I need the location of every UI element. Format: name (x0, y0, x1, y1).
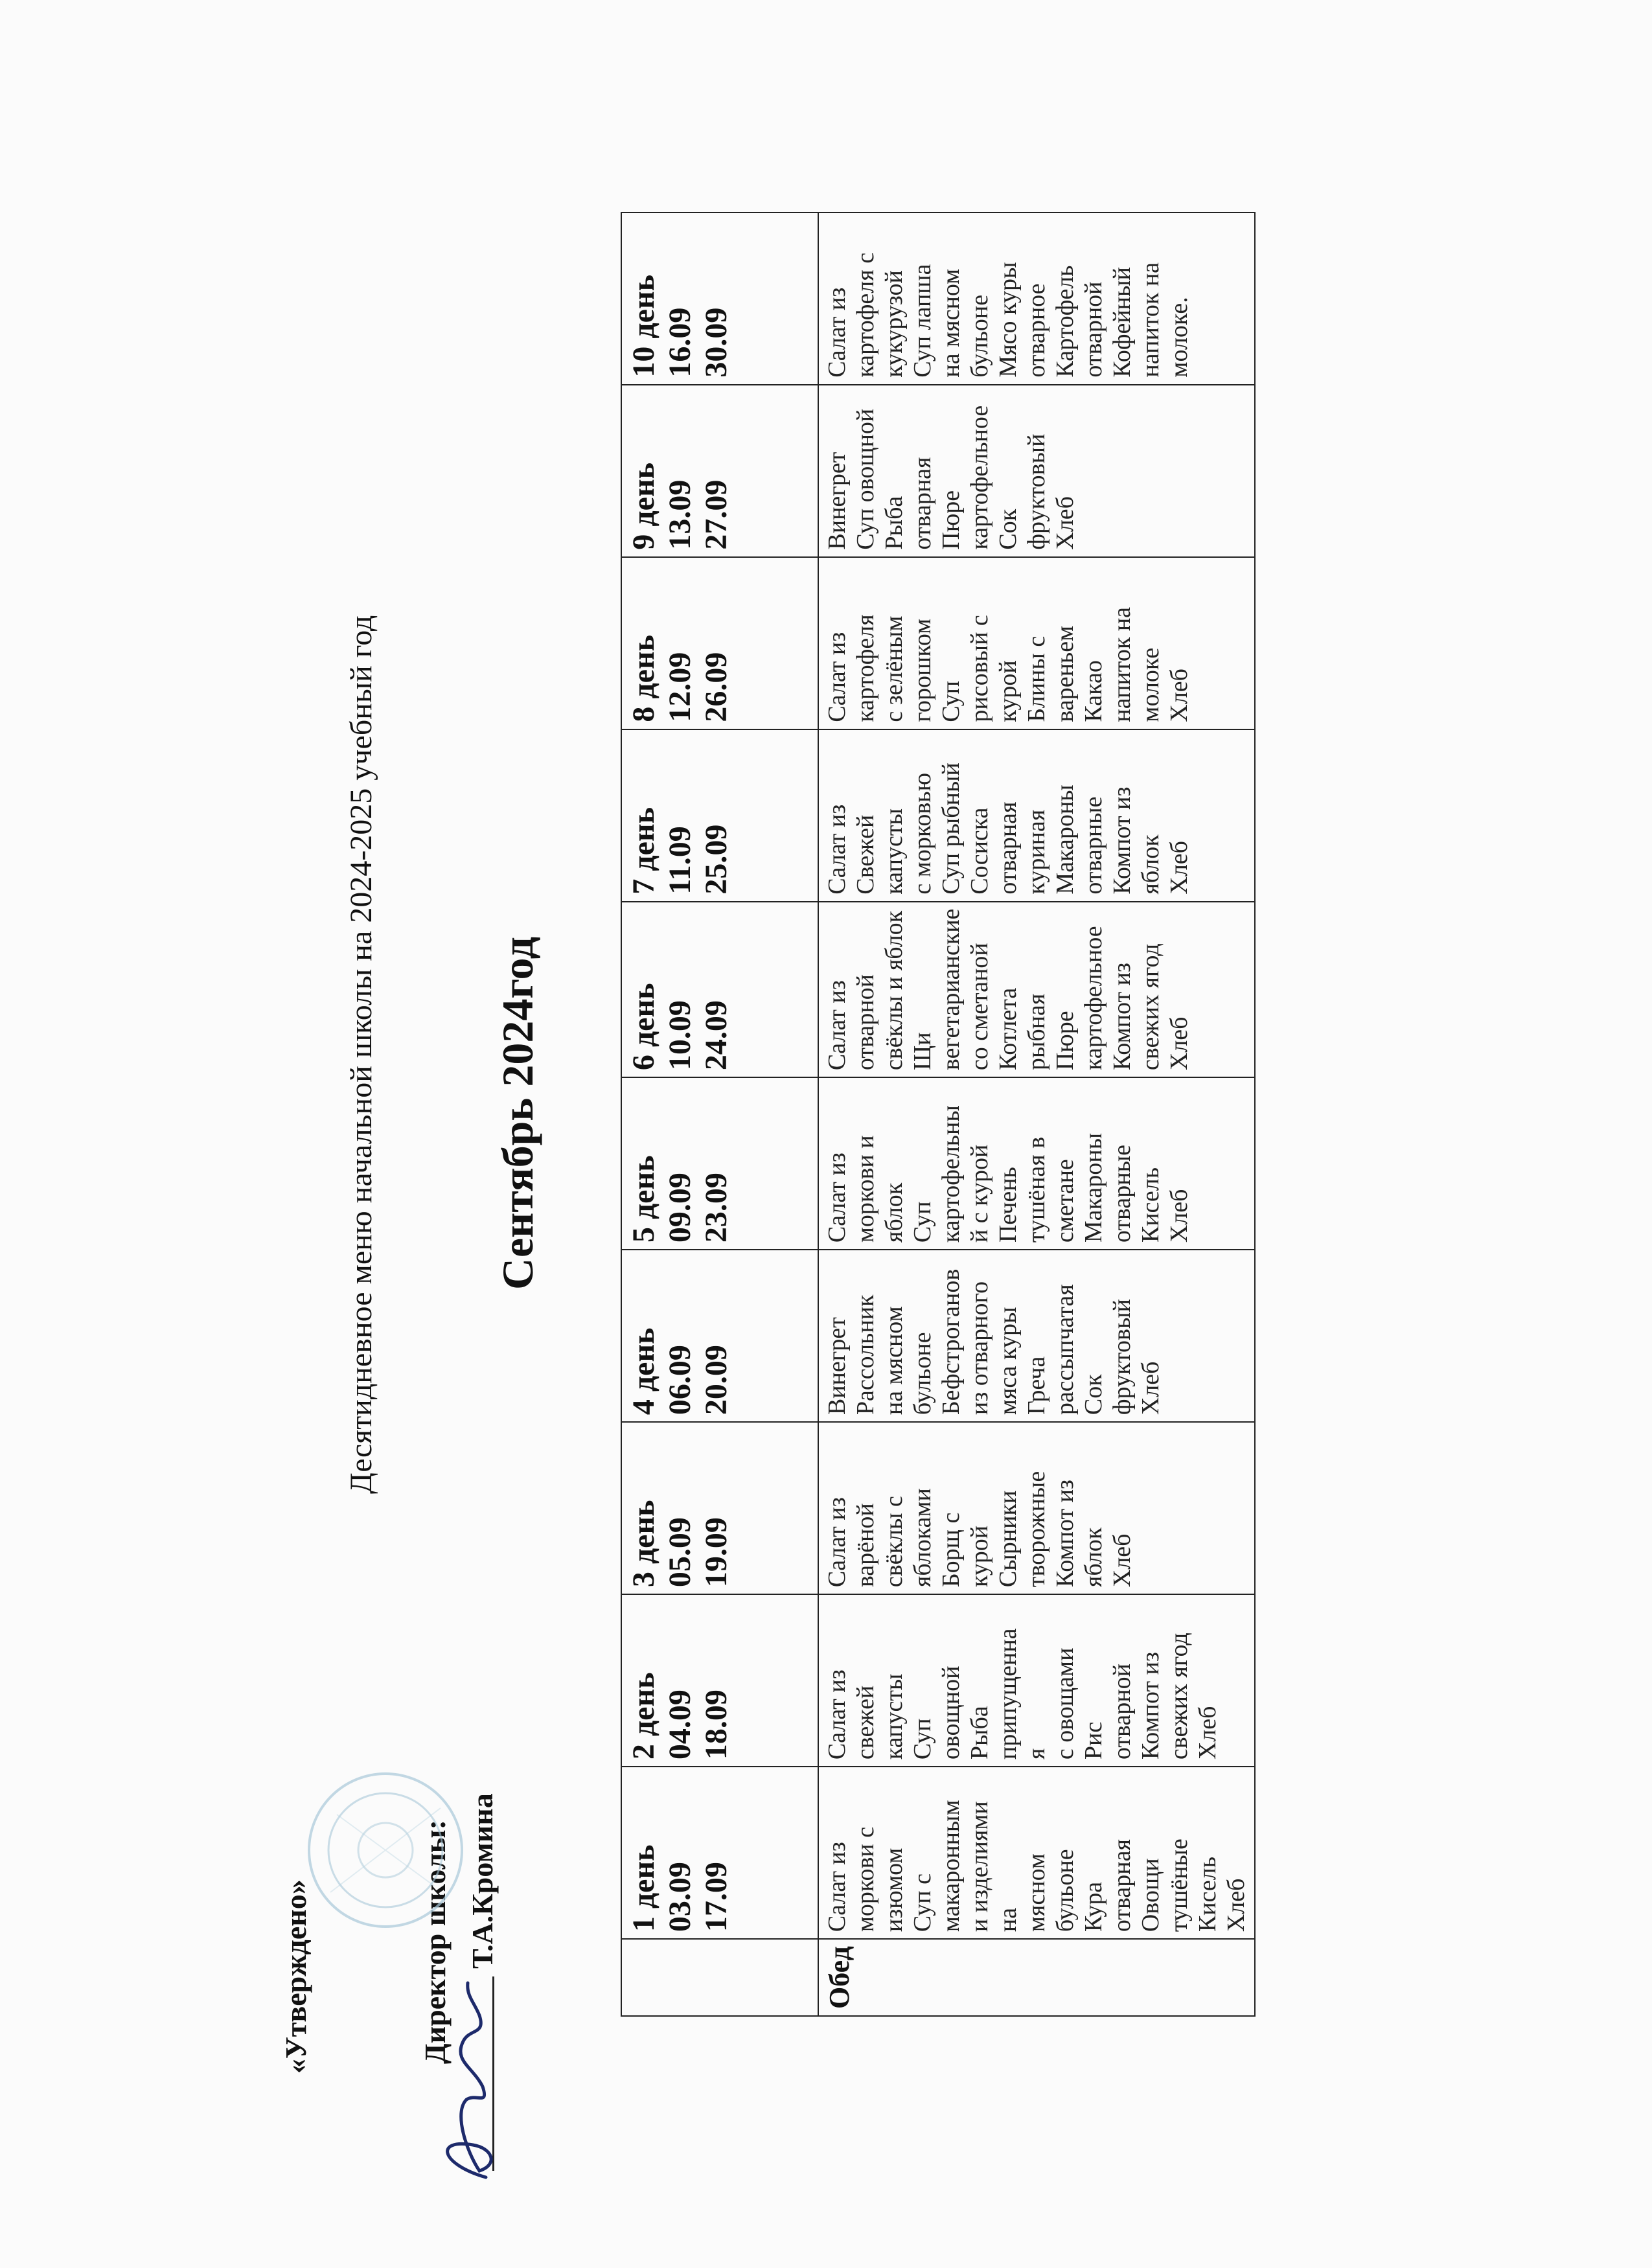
corner-cell (621, 1939, 818, 2016)
day-header-text: 1 день 03.09 17.09 (626, 1844, 733, 1932)
day-dishes: Салат из свежей капусты Суп овощной Рыба припущенна я с овощами Рис отварной Компот из свежих ягод Хлеб (823, 1628, 1221, 1760)
day-header (621, 729, 818, 902)
day-dishes-cell (818, 385, 1255, 557)
day-header (621, 212, 818, 385)
director-name: Т.А.Кромина (466, 1793, 499, 1969)
school-stamp (304, 1769, 466, 1931)
approval-label: «Утверждено» (279, 1879, 312, 2074)
day-dishes: Салат из картофеля с зелёным горошком Суп рисовый с курой Блины с вареньем Какао напиток на молоке Хлеб (823, 606, 1193, 722)
day-header-text: 3 день 05.09 19.09 (626, 1500, 733, 1588)
day-header (621, 1250, 818, 1422)
day-dishes: Винегрет Суп овощной Рыба отварная Пюре картофельное Сок фруктовый Хлеб (823, 405, 1079, 550)
day-header-text: 9 день 13.09 27.09 (626, 462, 733, 550)
month-heading: Сентябрь 2024год (493, 937, 542, 1290)
day-dishes-cell (818, 1594, 1255, 1767)
day-dishes: Салат из Свежей капусты с морковью Суп рыбный Сосиска отварная куриная Макароны отварные Компот из яблок Хлеб (823, 762, 1193, 895)
day-header-text: 5 день 09.09 23.09 (626, 1155, 733, 1243)
day-dishes: Салат из варёной свёклы с яблоками Борщ с курой Сырники творожные Компот из яблок Хлеб (823, 1471, 1136, 1588)
day-header (621, 1594, 818, 1767)
day-dishes-cell (818, 1250, 1255, 1422)
lunch-row (818, 212, 1255, 2016)
day-dishes: Салат из отварной свёклы и яблок Щи вегетарианские со сметаной Котлета рыбная Пюре картофельное Компот из свежих ягод Хлеб (823, 908, 1193, 1071)
document-title: Десятидневное меню начальной школы на 2024-2025 учебный год (344, 615, 378, 1494)
day-dishes: Салат из моркови и яблок Суп картофельны й с курой Печень тушёная в сметане Макароны отварные Кисель Хлеб (823, 1105, 1193, 1243)
day-header (621, 557, 818, 729)
day-header-text: 8 день 12.09 26.09 (626, 634, 733, 722)
day-header (621, 1767, 818, 1939)
day-header-text: 2 день 04.09 18.09 (626, 1672, 733, 1760)
day-header (621, 1422, 818, 1594)
day-header (621, 902, 818, 1078)
day-header-text: 10 день 16.09 30.09 (626, 274, 733, 378)
header-row (621, 212, 818, 2016)
day-dishes-cell (818, 1077, 1255, 1250)
day-dishes-cell (818, 557, 1255, 729)
director-signature (428, 1970, 505, 2190)
director-label: Директор школы: (419, 1820, 452, 2064)
menu-table (621, 212, 1256, 2017)
day-dishes-cell (818, 729, 1255, 902)
day-header-text: 4 день 06.09 20.09 (626, 1327, 733, 1415)
meal-label-cell (818, 1939, 1255, 2016)
day-dishes: Винегрет Рассольник на мясном бульоне Бефстроганов из отварного мяса куры Греча рассыпчатая Сок фруктовый Хлеб (823, 1268, 1164, 1415)
day-dishes-cell (818, 1767, 1255, 1939)
day-dishes: Салат из картофеля с кукурузой Суп лапша на мясном бульоне Мясо куры отварное Картофель отварной Кофейный напиток на молоке. (823, 252, 1193, 378)
day-dishes-cell (818, 902, 1255, 1078)
day-dishes-cell (818, 212, 1255, 385)
day-dishes: Салат из моркови с изюмом Суп с макаронным и изделиями на мясном бульоне Кура отварная Овощи тушёные Кисель Хлеб (823, 1800, 1250, 1932)
day-dishes-cell (818, 1422, 1255, 1594)
day-header-text: 7 день 11.09 25.09 (626, 807, 733, 895)
day-header (621, 1077, 818, 1250)
meal-label: Обед (823, 1946, 855, 2009)
day-header (621, 385, 818, 557)
day-header-text: 6 день 10.09 24.09 (626, 983, 733, 1071)
